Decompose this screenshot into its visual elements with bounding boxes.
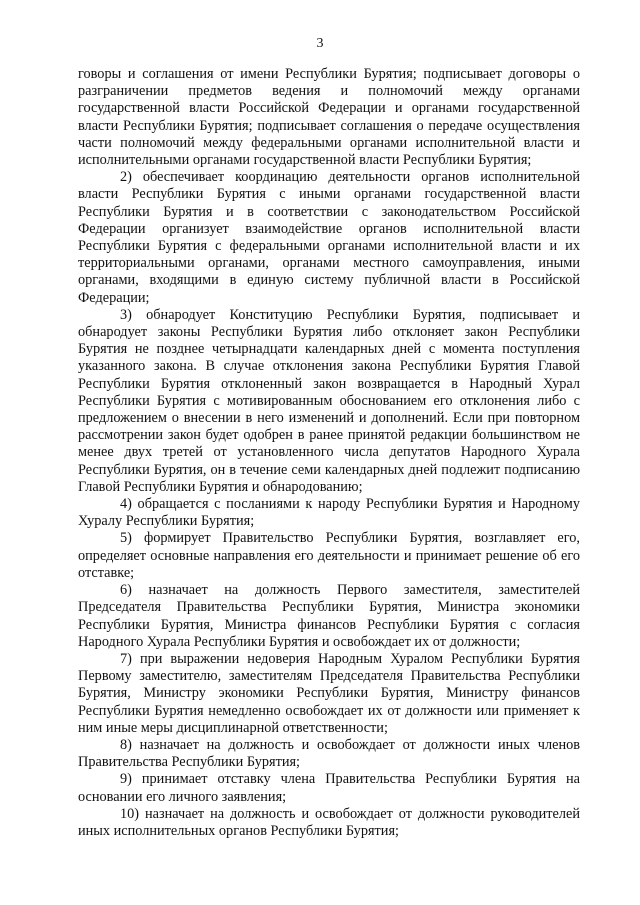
paragraph-item-4: 4) обращается с посланиями к народу Республики Бурятия и Народному Хуралу Республики Бурятия; — [78, 496, 580, 530]
paragraph-item-8: 8) назначает на должность и освобождает от должности иных членов Правительства Республики Бурятия; — [78, 736, 580, 771]
page-number: 3 — [316, 36, 324, 51]
paragraph-item-10: 10) назначает на должность и освобождает от должности руководителей иных исполнительных органов Республики Бурятия; — [78, 805, 580, 839]
paragraph-item-7: 7) при выражении недоверия Народным Хуралом Республики Бурятия Первому заместителю, заместителям Председателя Правительства Республики Бурятия, Министру экономики Республики Бурятия, Министру финансов Республики Бурятия немедленно освобождает их от должности или применяет к ним иные меры дисциплинарной ответственности; — [78, 650, 580, 736]
paragraph-continuation: говоры и соглашения от имени Республики Бурятия; подписывает договоры о разграничении предметов ведения и полномочий между органами государственной власти Российской Федерации и органами государственной власти Республики Бурятия; подписывает соглашения о передаче осуществления части полномочий между федеральными органами исполнительной власти и исполнительными органами государственной власти Республики Бурятия; — [78, 66, 580, 169]
paragraph-item-2: 2) обеспечивает координацию деятельности органов исполнительной власти Республики Бурятия с иными органами государственной власти Республики Бурятия и в соответствии с законодательством Российской Федерации организует взаимодействие органов исполнительной власти Республики Бурятия с федеральными органами исполнительной власти и их территориальными органами, органами местного самоуправления, иными органами, входящими в единую систему публичной власти в Российской Федерации; — [78, 169, 580, 306]
paragraph-item-6: 6) назначает на должность Первого заместителя, заместителей Председателя Правительства Республики Бурятия, Министра экономики Республики Бурятия, Министра финансов Республики Бурятия с согласия Народного Хурала Республики Бурятия и освобождает их от должности; — [78, 582, 580, 650]
paragraph-item-5: 5) формирует Правительство Республики Бурятия, возглавляет его, определяет основные направления его деятельности и принимает решение об его отставке; — [78, 530, 580, 581]
document-body — [78, 66, 580, 840]
paragraph-item-9: 9) принимает отставку члена Правительства Республики Бурятия на основании его личного заявления; — [78, 771, 580, 805]
paragraph-item-3: 3) обнародует Конституцию Республики Бурятия, подписывает и обнародует законы Республики Бурятия либо отклоняет закон Республики Бурятия не позднее четырнадцати календарных дней с момента поступления указанного закона. В случае отклонения закона Республики Бурятия Главой Республики Бурятия отклоненный закон возвращается в Народный Хурал Республики Бурятия с мотивированным обоснованием его отклонения либо с предложением о внесении в него изменений и дополнений. Если при повторном рассмотрении закон будет одобрен в ранее принятой редакции большинством не менее двух третей от установленного числа депутатов Народного Хурала Республики Бурятия, он в течение семи календарных дней подлежит подписанию Главой Республики Бурятия и обнародованию; — [78, 306, 580, 495]
